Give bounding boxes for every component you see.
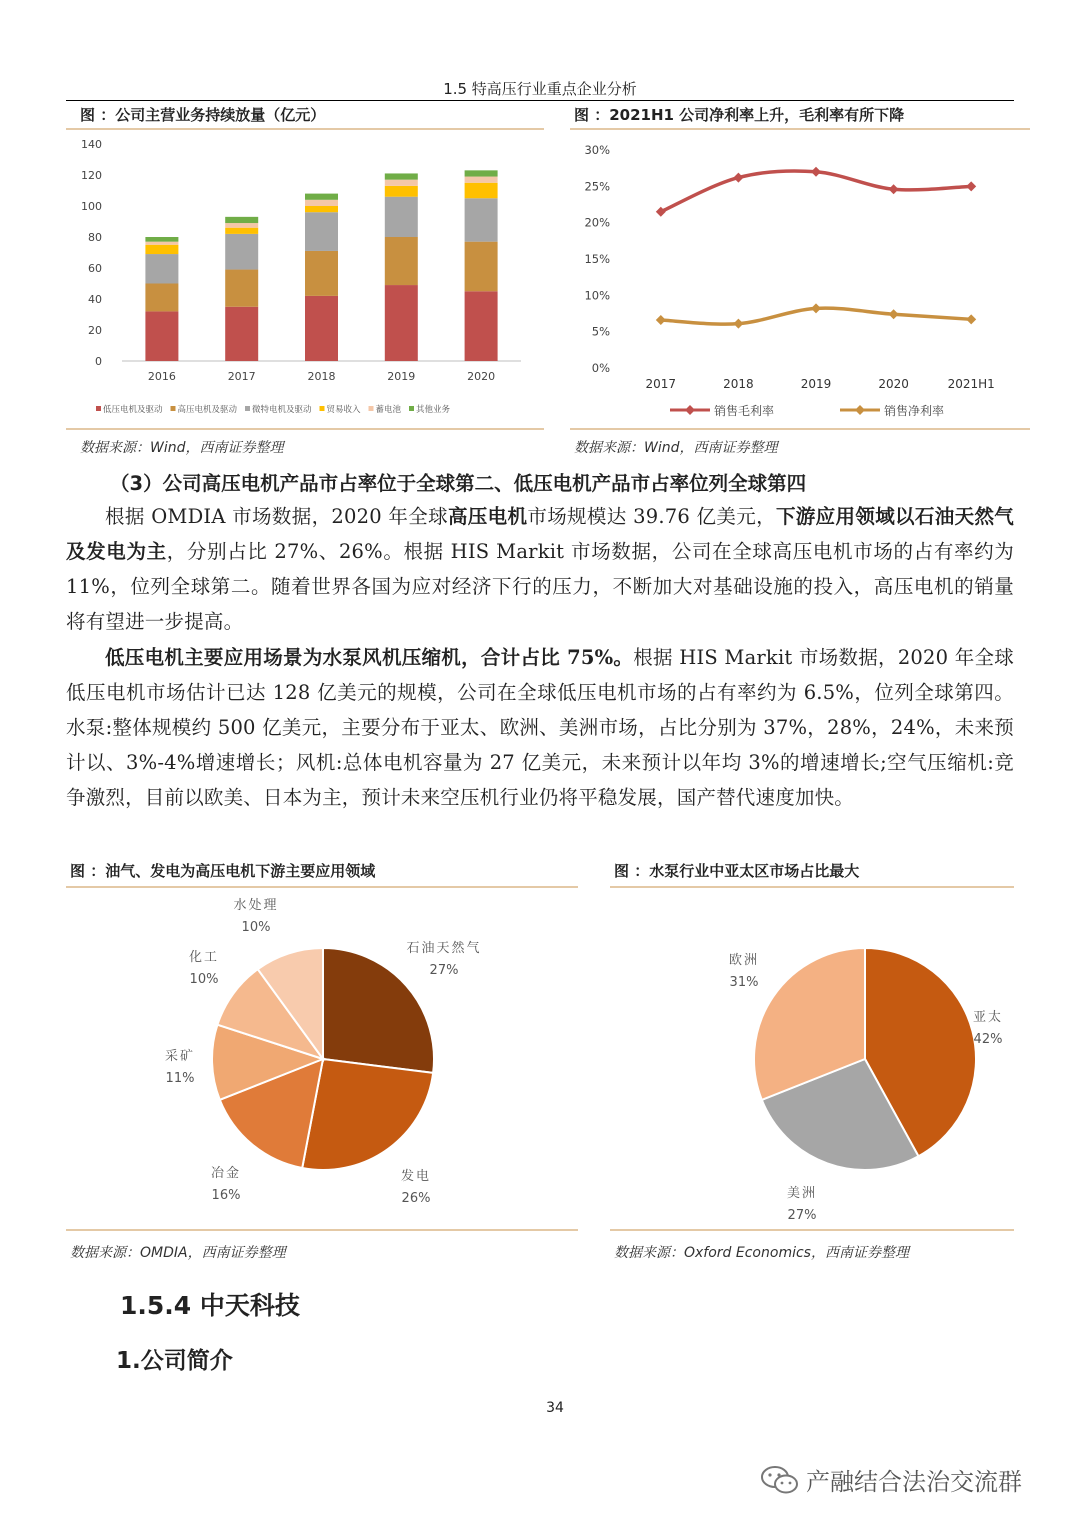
bar-segment <box>465 291 498 361</box>
water-pump-region-pie-chart <box>610 890 1014 1226</box>
bar-segment <box>225 217 258 223</box>
pie1-slice-label: 采矿 <box>164 1049 196 1064</box>
bar-legend-label: 蓄电池 <box>375 405 402 415</box>
bar-figure-top-rule <box>66 128 544 130</box>
bar-y-tick-label: 140 <box>81 138 102 151</box>
bar-segment <box>385 173 418 179</box>
line-x-tick-label: 2020 <box>878 377 909 391</box>
section-heading: 1.5.4 中天科技 <box>120 1291 300 1320</box>
line-legend-label: 销售毛利率 <box>714 404 775 418</box>
line-point-marker <box>811 303 821 313</box>
bar-segment <box>305 194 338 200</box>
bar-segment <box>305 212 338 251</box>
line-figure-bottom-rule <box>570 428 1030 430</box>
pie1-slice <box>302 1059 433 1170</box>
line-legend-label: 销售净利率 <box>884 404 945 418</box>
line-y-tick-label: 10% <box>584 288 610 303</box>
p2-bold-a: 低压电机主要应用场景为水泵风机压缩机，合计占比 75%。 <box>105 646 634 669</box>
bar-segment <box>385 237 418 285</box>
pie1-top-rule <box>66 886 578 888</box>
bar-segment <box>385 197 418 237</box>
bar-y-tick-label: 20 <box>88 324 102 337</box>
bar-x-tick-label: 2020 <box>467 370 496 383</box>
bar-segment <box>225 270 258 307</box>
pie1-slice-value: 11% <box>165 1071 195 1086</box>
p1-text-a: 根据 OMDIA 市场数据，2020 年全球 <box>105 505 448 528</box>
bar-figure-bottom-rule <box>66 428 544 430</box>
downstream-application-pie-chart <box>66 890 578 1226</box>
line-figure-top-rule <box>570 128 1030 130</box>
p1-bold-b: 高压电机 <box>447 505 528 528</box>
bar-segment <box>305 251 338 296</box>
pie1-slice-label: 发电 <box>400 1169 432 1184</box>
bar-y-tick-label: 120 <box>81 169 102 182</box>
line-point-marker <box>889 309 899 319</box>
line-y-tick-label: 20% <box>584 215 610 230</box>
bar-legend-swatch <box>409 406 414 411</box>
bar-segment <box>305 296 338 361</box>
bar-segment <box>225 307 258 361</box>
bar-segment <box>225 223 258 228</box>
bar-segment <box>465 170 498 176</box>
pie1-figure-source: 数据来源：OMDIA，西南证券整理 <box>70 1245 286 1261</box>
bar-segment <box>145 245 178 254</box>
bar-legend-swatch <box>320 406 325 411</box>
pie1-slice-label: 水处理 <box>233 898 279 913</box>
line-series-path <box>661 171 971 212</box>
bar-x-tick-label: 2017 <box>227 370 256 383</box>
paragraph-high-voltage <box>66 499 1014 639</box>
bar-y-tick-label: 80 <box>88 231 102 244</box>
bar-x-tick-label: 2018 <box>307 370 336 383</box>
bar-segment <box>385 186 418 197</box>
watermark <box>760 1462 1022 1497</box>
line-y-tick-label: 30% <box>584 143 610 157</box>
bar-segment <box>145 242 178 245</box>
watermark-text: 产融结合法治交流群 <box>806 1468 1022 1496</box>
bar-legend-label: 贸易收入 <box>326 405 361 415</box>
bar-figure-title: 图 ：公司主营业务持续放量（亿元） <box>80 106 326 124</box>
pie1-slice-value: 10% <box>189 972 219 987</box>
line-point-marker <box>733 319 743 329</box>
bar-legend-label: 高压电机及驱动 <box>177 405 238 415</box>
bar-segment <box>465 198 498 241</box>
bar-y-tick-label: 60 <box>88 262 102 275</box>
line-x-tick-label: 2019 <box>800 377 832 391</box>
pie2-slice-value: 31% <box>729 975 759 990</box>
pie1-figure-title: 图 ：油气、发电为高压电机下游主要应用领域 <box>70 862 376 880</box>
pie1-slice-value: 27% <box>429 963 459 978</box>
company-intro-heading: 1.公司简介 <box>116 1348 233 1374</box>
pie2-slice-label: 美洲 <box>786 1186 818 1201</box>
bar-x-tick-label: 2019 <box>387 370 416 383</box>
bar-y-tick-label: 0 <box>95 355 102 368</box>
pie2-slice-label: 欧洲 <box>728 953 760 968</box>
bar-segment <box>145 254 178 283</box>
pie1-slice <box>323 948 434 1073</box>
pie1-slice-value: 16% <box>211 1188 241 1203</box>
pie2-figure-title: 图 ：水泵行业中亚太区市场占比最大 <box>614 862 860 880</box>
line-y-tick-label: 0% <box>591 361 610 375</box>
bar-segment <box>305 206 338 212</box>
paragraph-low-voltage <box>66 640 1014 815</box>
line-figure-source: 数据来源：Wind，西南证券整理 <box>574 440 778 456</box>
line-point-marker <box>656 315 666 325</box>
bar-segment <box>305 200 338 206</box>
bar-figure-source: 数据来源：Wind，西南证券整理 <box>80 440 284 456</box>
revenue-stacked-bar-chart <box>66 132 544 427</box>
bar-x-tick-label: 2016 <box>147 370 176 383</box>
page-number: 34 <box>546 1400 564 1416</box>
bar-segment <box>465 177 498 183</box>
p1-bold-d: 下游应用领域以石油天然气及发电为主 <box>66 505 1014 563</box>
bar-legend-swatch <box>245 406 250 411</box>
p1-text-c: 市场规模达 39.76 亿美元， <box>527 505 776 528</box>
bar-segment <box>385 285 418 361</box>
header-rule <box>66 100 1014 101</box>
pie2-bottom-rule <box>610 1229 1014 1231</box>
bar-y-tick-label: 40 <box>88 293 102 306</box>
pie1-slice-label: 石油天然气 <box>406 941 482 956</box>
line-figure-title: 图 ：2021H1 公司净利率上升，毛利率有所下降 <box>574 106 905 124</box>
line-y-tick-label: 15% <box>584 252 610 266</box>
pie2-slice-label: 亚太 <box>972 1010 1004 1025</box>
bar-segment <box>145 237 178 242</box>
wechat-icon <box>760 1464 800 1496</box>
pie1-slice-value: 10% <box>241 920 271 935</box>
bar-legend-swatch <box>96 406 101 411</box>
line-legend-marker <box>855 405 865 415</box>
line-y-tick-label: 5% <box>591 324 610 339</box>
bar-legend-swatch <box>171 406 176 411</box>
running-header: 1.5 特高压行业重点企业分析 <box>443 80 637 98</box>
bar-legend-label: 低压电机及驱动 <box>103 405 163 415</box>
pie2-slice-value: 27% <box>787 1208 817 1223</box>
bar-segment <box>225 234 258 270</box>
line-point-marker <box>811 167 821 177</box>
line-x-tick-label: 2018 <box>723 377 754 391</box>
bar-segment <box>225 228 258 234</box>
bar-segment <box>465 183 498 199</box>
line-y-tick-label: 25% <box>584 179 610 194</box>
line-legend-marker <box>685 405 695 415</box>
p2-text-b: 根据 HIS Markit 市场数据，2020 年全球低压电机市场估计已达 128 亿美元的规模，公司在全球低压电机市场的占有率约为 6.5%，位列全球第四。水泵:整体规模约 500 亿美元，主要分布于亚太、欧洲、美洲市场，占比分别为 37%，28%，24%，未来预计以、3%-4%增速增长；风机:总体电机容量为 27 亿美元，未来预计以年均 3%的增速增长;空气压缩机:竞争激烈，目前以欧美、日本为主，预计未来空压机行业仍将平稳发展，国产替代速度加快。 <box>66 646 1014 809</box>
bar-y-tick-label: 100 <box>81 200 102 213</box>
bar-legend-swatch <box>369 406 374 411</box>
line-point-marker <box>966 314 976 324</box>
pie1-slice-label: 化工 <box>188 950 220 965</box>
bar-segment <box>145 284 178 312</box>
pie2-slice-value: 42% <box>973 1032 1003 1047</box>
margin-line-chart <box>570 132 1030 427</box>
pie1-slice-label: 冶金 <box>210 1166 242 1181</box>
line-point-marker <box>966 181 976 191</box>
line-x-tick-label: 2017 <box>645 377 677 391</box>
bar-legend-label: 其他业务 <box>416 405 451 415</box>
pie1-slice-value: 26% <box>401 1191 431 1206</box>
line-x-tick-label: 2021H1 <box>947 377 995 391</box>
line-point-marker <box>889 184 899 194</box>
pie2-top-rule <box>610 886 1014 888</box>
bar-legend-label: 微特电机及驱动 <box>252 405 312 415</box>
p1-text-e: ，分别占比 27%、26%。根据 HIS Markit 市场数据，公司在全球高压电机市场的占有率约为 11%，位列全球第二。随着世界各国为应对经济下行的压力，不断加大对基础设施的投入，高压电机的销量将有望进一步提高。 <box>66 540 1014 633</box>
market-share-subheading: （3）公司高压电机产品市占率位于全球第二、低压电机产品市占率位列全球第四 <box>110 472 807 495</box>
bar-segment <box>145 311 178 361</box>
bar-segment <box>385 180 418 186</box>
line-point-marker <box>733 173 743 183</box>
pie2-figure-source: 数据来源：Oxford Economics，西南证券整理 <box>614 1245 909 1261</box>
pie1-bottom-rule <box>66 1229 578 1231</box>
bar-segment <box>465 242 498 292</box>
